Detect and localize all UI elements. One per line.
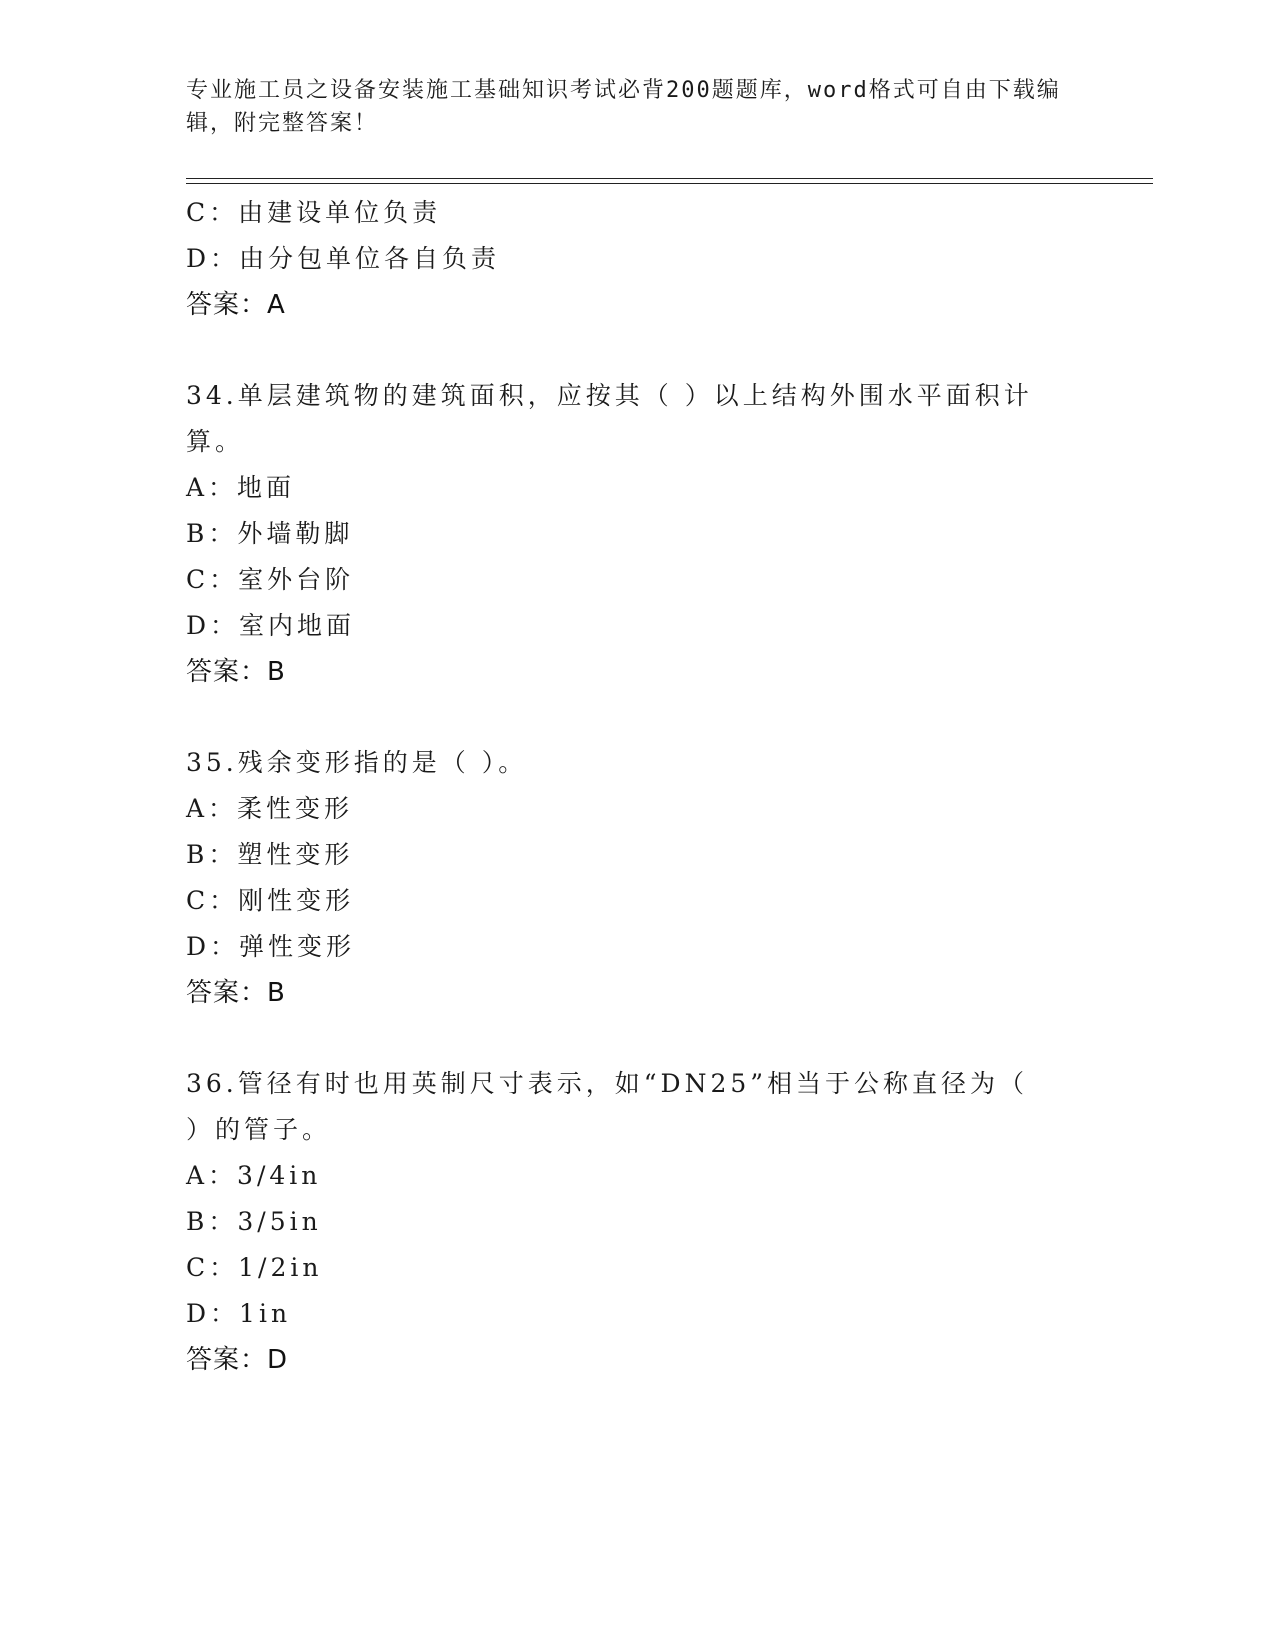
question-34 [186,373,1086,695]
option-c: C：由建设单位负责 [186,198,442,227]
answer: 答案：A [186,290,286,320]
option-d: D：由分包单位各自负责 [186,244,501,273]
option-a: A：3/4in [186,1161,322,1190]
option-a: A：柔性变形 [186,794,354,823]
header-rule-bottom [186,183,1153,184]
question-title: 34.单层建筑物的建筑面积，应按其（ ）以上结构外围水平面积计算。 [186,381,1033,456]
document-header: 专业施工员之设备安装施工基础知识考试必背200题题库，word格式可自由下载编辑，附完整答案！ [186,78,1061,136]
option-c: C：刚性变形 [186,886,355,915]
option-c: C：室外台阶 [186,565,355,594]
option-d: D：室内地面 [186,611,356,640]
option-b: B：外墙勒脚 [186,519,354,548]
header-rule-top [186,178,1153,179]
question-title: 35.残余变形指的是（ ）。 [186,748,528,777]
option-b: B：3/5in [186,1207,322,1236]
answer: 答案：B [186,657,286,687]
question-35 [186,740,1086,1016]
option-d: D：弹性变形 [186,932,356,961]
answer: 答案：D [186,1345,289,1375]
option-c: C：1/2in [186,1253,323,1282]
option-a: A：地面 [186,473,296,502]
question-36 [186,1061,1086,1383]
question-list [186,190,1086,1383]
option-b: B：塑性变形 [186,840,354,869]
option-d: D：1in [186,1299,292,1328]
question-title: 36.管径有时也用英制尺寸表示，如“DN25”相当于公称直径为（ ）的管子。 [186,1069,1029,1144]
answer: 答案：B [186,978,286,1008]
